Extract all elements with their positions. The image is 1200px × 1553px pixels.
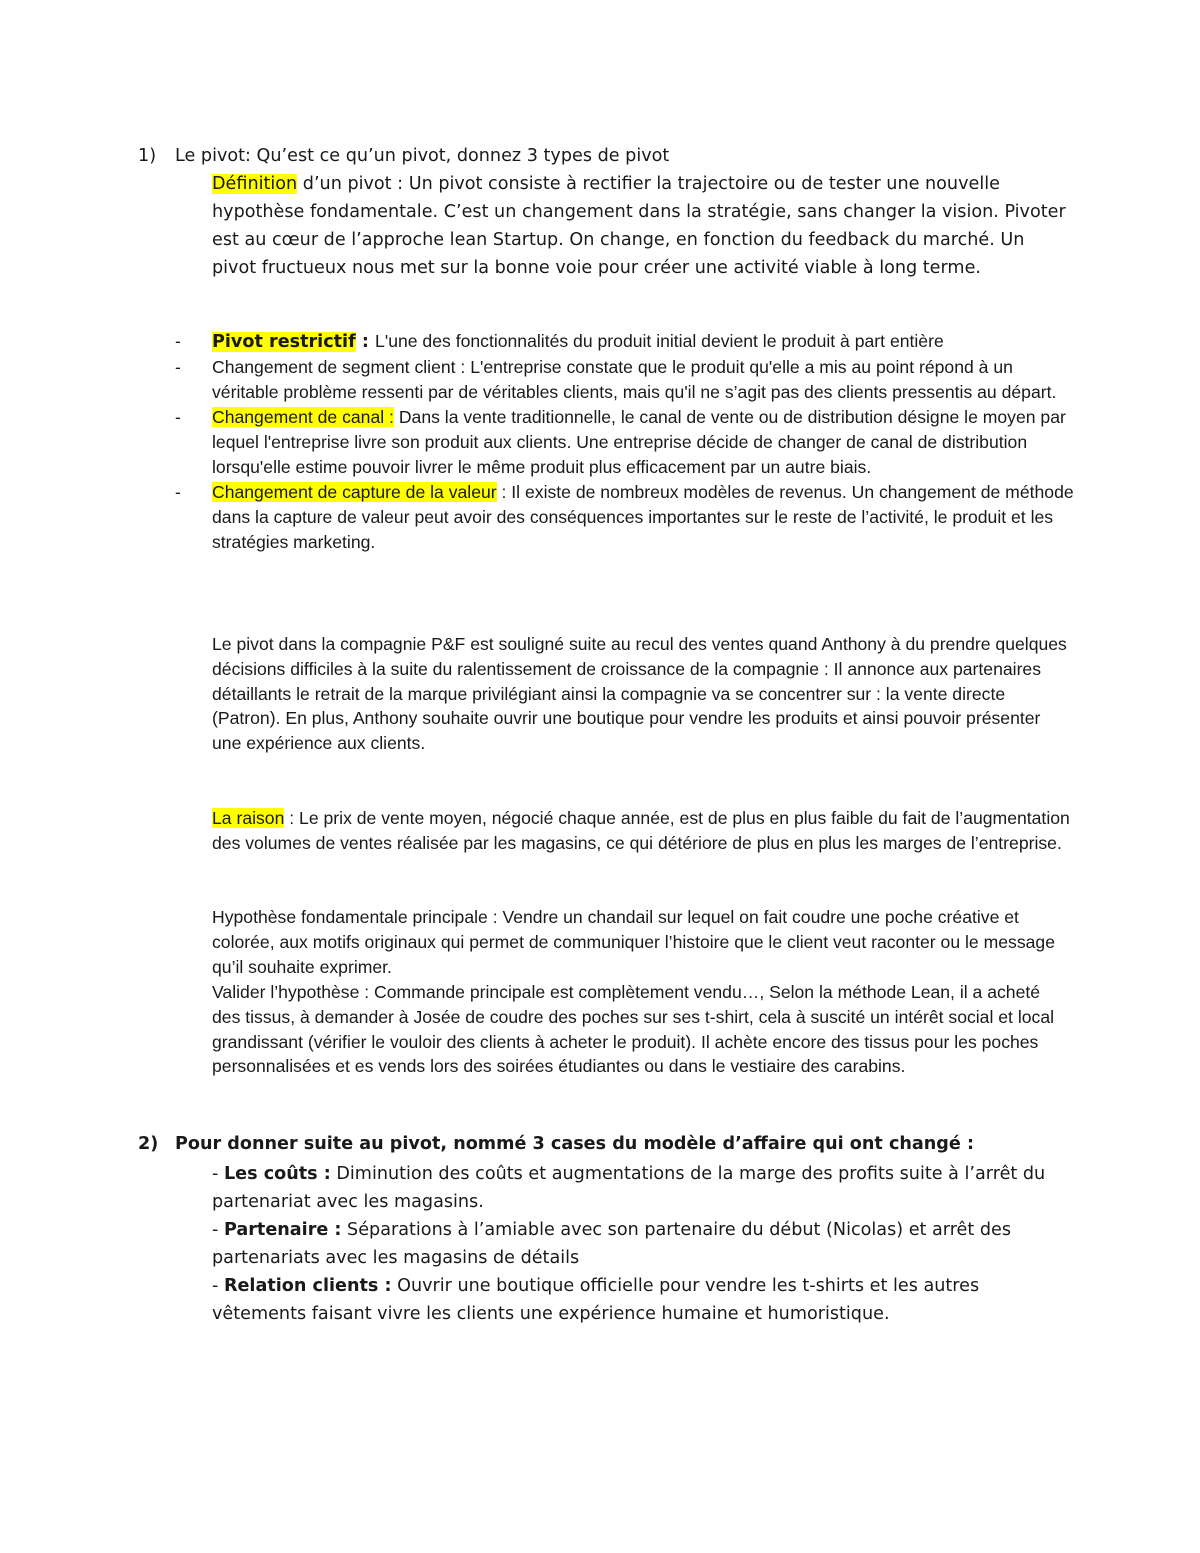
- bullet-dash: -: [175, 407, 181, 427]
- partner-label: Partenaire :: [223, 1220, 342, 1240]
- pivot-restrictif-label: Pivot restrictif: [212, 332, 356, 352]
- label-separator: :: [496, 482, 512, 502]
- hypothesis-paragraph: Hypothèse fondamentale principale : Vendre un chandail sur lequel on fait coudre une poche créative et colorée, aux motifs originaux qui permet de communiquer l’histoire que le client veut raconter ou le message qu’il souhaite exprimer.: [212, 907, 1055, 977]
- item-prefix: -: [212, 1276, 224, 1296]
- canal-label: Changement de canal :: [212, 407, 394, 427]
- list-item: [175, 329, 1075, 355]
- list-item: [175, 355, 1075, 405]
- definition-text: d’un pivot : Un pivot consiste à rectifier la trajectoire ou de tester une nouvelle hypothèse fondamentale. C’est un changement dans la stratégie, sans changer la vision. Pivoter est au cœur de l’approche lean Startup. On change, en fonction du feedback du marché. Un pivot fructueux nous met sur la bonne voie pour créer une activité viable à long terme.: [212, 174, 1066, 278]
- partner-text: Séparations à l’amiable avec son partenaire du début (Nicolas) et arrêt des partenariats avec les magasins de détails: [212, 1220, 1012, 1268]
- pivot-types-list: [175, 329, 1075, 555]
- item-prefix: -: [212, 1220, 224, 1240]
- costs-text: Diminution des coûts et augmentations de la marge des profits suite à l’arrêt du partenariat avec les magasins.: [212, 1164, 1046, 1212]
- list-item: [212, 1216, 1072, 1272]
- definition-label: Définition: [212, 174, 298, 194]
- list-item: [212, 1160, 1072, 1216]
- bullet-dash: -: [175, 357, 181, 377]
- client-relation-text: Ouvrir une boutique officielle pour vendre les t-shirts et les autres vêtements faisant vivre les clients une expérience humaine et humoristique.: [212, 1276, 980, 1324]
- reason-paragraph: [212, 806, 1072, 856]
- canal-text: Dans la vente traditionnelle, le canal de vente ou de distribution désigne le moyen par lequel l'entreprise livre son produit aux clients. Une entreprise décide de changer de canal de distribution lorsqu'elle estime pouvoir livrer le même produit plus efficacement par un autre biais.: [212, 407, 1066, 477]
- question-1-number: 1): [138, 146, 157, 166]
- bullet-dash: -: [175, 482, 181, 502]
- list-item: [175, 480, 1075, 555]
- list-item: [175, 405, 1075, 480]
- list-item: [212, 1272, 1072, 1328]
- question-1-heading: [138, 146, 175, 166]
- item-prefix: -: [212, 1164, 224, 1184]
- costs-label: Les coûts :: [223, 1164, 331, 1184]
- pivot-company-paragraph: Le pivot dans la compagnie P&F est souligné suite au recul des ventes quand Anthony à du prendre quelques décisions difficiles à la suite du ralentissement de croissance de la compagnie : Il annonce aux partenaires détaillants le retrait de la marque privilégiant ainsi la compagnie va se concentrer sur : la vente directe (Patron). En plus, Anthony souhaite ouvrir une boutique pour vendre les produits et ainsi pouvoir présenter une expérience aux clients.: [212, 634, 1067, 754]
- client-relation-label: Relation clients :: [223, 1276, 392, 1296]
- reason-label: La raison: [212, 808, 285, 828]
- capture-valeur-text: Il existe de nombreux modèles de revenus. Un changement de méthode dans la capture de valeur peut avoir des conséquences importantes sur le reste de l’activité, le produit et les stratégies marketing.: [212, 482, 1074, 552]
- question-2-title: Pour donner suite au pivot, nommé 3 cases du modèle d’affaire qui ont changé :: [175, 1134, 974, 1154]
- validate-paragraph: Valider l’hypothèse : Commande principale est complètement vendu…, Selon la méthode Lean, il a acheté des tissus, à demander à Josée de coudre des poches sur ses t-shirt, cela à suscité un intérêt social et local grandissant (vérifier le vouloir des clients à acheter le produit). Il achète encore des tissus pour les poches personnalisées et es vends lors des soirées étudiantes ou dans le vestiaire des carabins.: [212, 982, 1055, 1077]
- bullet-dash: -: [175, 331, 181, 351]
- business-model-changes: [212, 1160, 1072, 1328]
- segment-client-text: Changement de segment client : L'entreprise constate que le produit qu'elle a mis au point répond à un véritable problème ressenti par de véritables clients, mais qu'il ne s’agit pas des clients pressentis au départ.: [212, 357, 1057, 402]
- capture-valeur-label: Changement de capture de la valeur: [212, 482, 497, 502]
- question-2-heading: [138, 1134, 175, 1154]
- question-2-number: 2): [138, 1134, 159, 1154]
- definition-paragraph: [212, 170, 1072, 282]
- question-1-title: Le pivot: Qu’est ce qu’un pivot, donnez 3 types de pivot: [175, 146, 670, 166]
- pivot-restrictif-text: L'une des fonctionnalités du produit initial devient le produit à part entière: [375, 331, 944, 351]
- reason-text: : Le prix de vente moyen, négocié chaque année, est de plus en plus faible du fait de l’augmentation des volumes de ventes réalisée par les magasins, ce qui détériore de plus en plus les marges de l’entreprise.: [212, 808, 1070, 853]
- label-separator: :: [355, 332, 376, 352]
